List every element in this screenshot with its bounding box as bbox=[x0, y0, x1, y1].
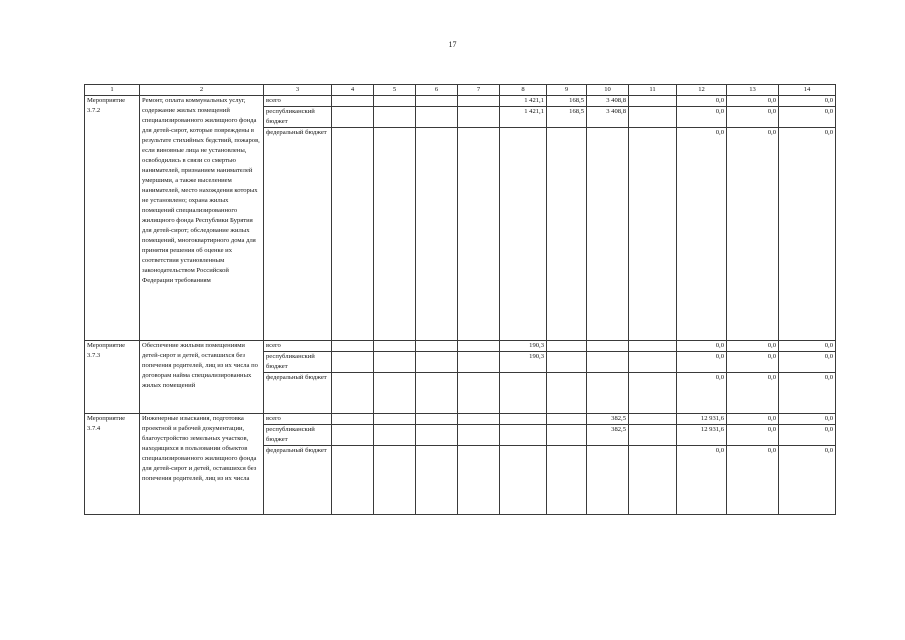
source-cell: всего bbox=[264, 341, 332, 352]
value-cell: 0,0 bbox=[727, 107, 779, 128]
value-cell: 0,0 bbox=[779, 341, 836, 352]
value-cell bbox=[587, 352, 629, 373]
value-cell: 0,0 bbox=[677, 352, 727, 373]
value-cell: 168,5 bbox=[547, 96, 587, 107]
value-cell: 12 931,6 bbox=[677, 414, 727, 425]
value-cell bbox=[500, 446, 547, 515]
value-cell bbox=[547, 373, 587, 414]
value-cell bbox=[547, 414, 587, 425]
measure-description: Обеспечение жилыми помещениями детей-сирот и детей, оставшихся без попечения родителей, лиц из их числа по договорам найма специализированных жилых помещений bbox=[140, 341, 264, 414]
value-cell: 0,0 bbox=[727, 128, 779, 341]
column-header: 9 bbox=[547, 85, 587, 96]
column-header: 13 bbox=[727, 85, 779, 96]
value-cell: 0,0 bbox=[779, 373, 836, 414]
value-cell: 0,0 bbox=[779, 128, 836, 341]
source-cell: республиканский бюджет bbox=[264, 425, 332, 446]
value-cell bbox=[547, 352, 587, 373]
value-cell bbox=[547, 341, 587, 352]
measure-id: Мероприятие 3.7.3 bbox=[85, 341, 140, 414]
table-row bbox=[85, 341, 836, 352]
value-cell: 0,0 bbox=[779, 352, 836, 373]
value-cell: 0,0 bbox=[727, 425, 779, 446]
value-cell: 190,3 bbox=[500, 341, 547, 352]
value-cell: 1 421,1 bbox=[500, 96, 547, 107]
value-cell: 0,0 bbox=[779, 425, 836, 446]
value-cell: 0,0 bbox=[727, 446, 779, 515]
value-cell: 382,5 bbox=[587, 414, 629, 425]
column-header: 14 bbox=[779, 85, 836, 96]
column-header: 12 bbox=[677, 85, 727, 96]
header-row bbox=[85, 85, 836, 96]
value-cell: 190,3 bbox=[500, 352, 547, 373]
value-cell: 0,0 bbox=[727, 414, 779, 425]
column-header: 1 bbox=[85, 85, 140, 96]
value-cell: 0,0 bbox=[677, 341, 727, 352]
column-header: 10 bbox=[587, 85, 629, 96]
value-cell bbox=[547, 425, 587, 446]
budget-table bbox=[84, 84, 836, 515]
value-cell: 0,0 bbox=[677, 107, 727, 128]
value-cell: 12 931,6 bbox=[677, 425, 727, 446]
value-cell: 0,0 bbox=[779, 414, 836, 425]
source-cell: федеральный бюджет bbox=[264, 128, 332, 341]
value-cell: 0,0 bbox=[677, 96, 727, 107]
value-cell: 0,0 bbox=[677, 128, 727, 341]
source-cell: республиканский бюджет bbox=[264, 107, 332, 128]
column-header: 6 bbox=[416, 85, 458, 96]
column-header: 7 bbox=[458, 85, 500, 96]
column-header: 11 bbox=[629, 85, 677, 96]
value-cell bbox=[587, 128, 629, 341]
value-cell: 0,0 bbox=[727, 96, 779, 107]
value-cell: 0,0 bbox=[677, 373, 727, 414]
value-cell bbox=[500, 414, 547, 425]
value-cell: 0,0 bbox=[727, 341, 779, 352]
value-cell: 0,0 bbox=[779, 446, 836, 515]
value-cell bbox=[587, 446, 629, 515]
value-cell bbox=[547, 446, 587, 515]
source-cell: всего bbox=[264, 96, 332, 107]
source-cell: федеральный бюджет bbox=[264, 446, 332, 515]
value-cell bbox=[500, 128, 547, 341]
page-number: 17 bbox=[448, 40, 457, 49]
source-cell: федеральный бюджет bbox=[264, 373, 332, 414]
value-cell: 0,0 bbox=[727, 352, 779, 373]
value-cell bbox=[587, 341, 629, 352]
column-header: 2 bbox=[140, 85, 264, 96]
value-cell: 0,0 bbox=[779, 107, 836, 128]
value-cell: 0,0 bbox=[779, 96, 836, 107]
value-cell: 168,5 bbox=[547, 107, 587, 128]
table-row bbox=[85, 414, 836, 425]
measure-id: Мероприятие 3.7.4 bbox=[85, 414, 140, 515]
value-cell bbox=[547, 128, 587, 341]
column-header: 8 bbox=[500, 85, 547, 96]
column-header: 3 bbox=[264, 85, 332, 96]
value-cell: 0,0 bbox=[727, 373, 779, 414]
column-header: 5 bbox=[374, 85, 416, 96]
measure-id: Мероприятие 3.7.2 bbox=[85, 96, 140, 341]
source-cell: всего bbox=[264, 414, 332, 425]
value-cell bbox=[500, 425, 547, 446]
value-cell bbox=[500, 373, 547, 414]
measure-description: Инженерные изыскания, подготовка проектной и рабочей документации, благоустройство земельных участков, находящихся в пользовании объектов специализированного жилищного фонда для детей-сирот и детей, оставшихся без попечения родителей, лиц из их числа bbox=[140, 414, 264, 515]
column-header: 4 bbox=[332, 85, 374, 96]
source-cell: республиканский бюджет bbox=[264, 352, 332, 373]
value-cell: 3 408,8 bbox=[587, 107, 629, 128]
value-cell bbox=[587, 373, 629, 414]
value-cell: 0,0 bbox=[677, 446, 727, 515]
value-cell: 3 408,8 bbox=[587, 96, 629, 107]
value-cell: 1 421,1 bbox=[500, 107, 547, 128]
value-cell: 382,5 bbox=[587, 425, 629, 446]
measure-description: Ремонт, оплата коммунальных услуг, содержание жилых помещений специализированного жилищного фонда для детей-сирот, которые повреждены в результате стихийных бедствий, пожаров, если виновные лица не установлены, освободились в связи со смертью нанимателей, признанием нанимателей умершими, а также выселением нанимателей, место нахождения которых не установлено; охрана жилых помещений специализированного жилищного фонда Республики Бурятия для детей-сирот; обследование жилых помещений, многоквартирного дома для принятия решения об оценке их соответствия установленным законодательством Российской Федерации требованиям bbox=[140, 96, 264, 341]
table-row bbox=[85, 96, 836, 107]
